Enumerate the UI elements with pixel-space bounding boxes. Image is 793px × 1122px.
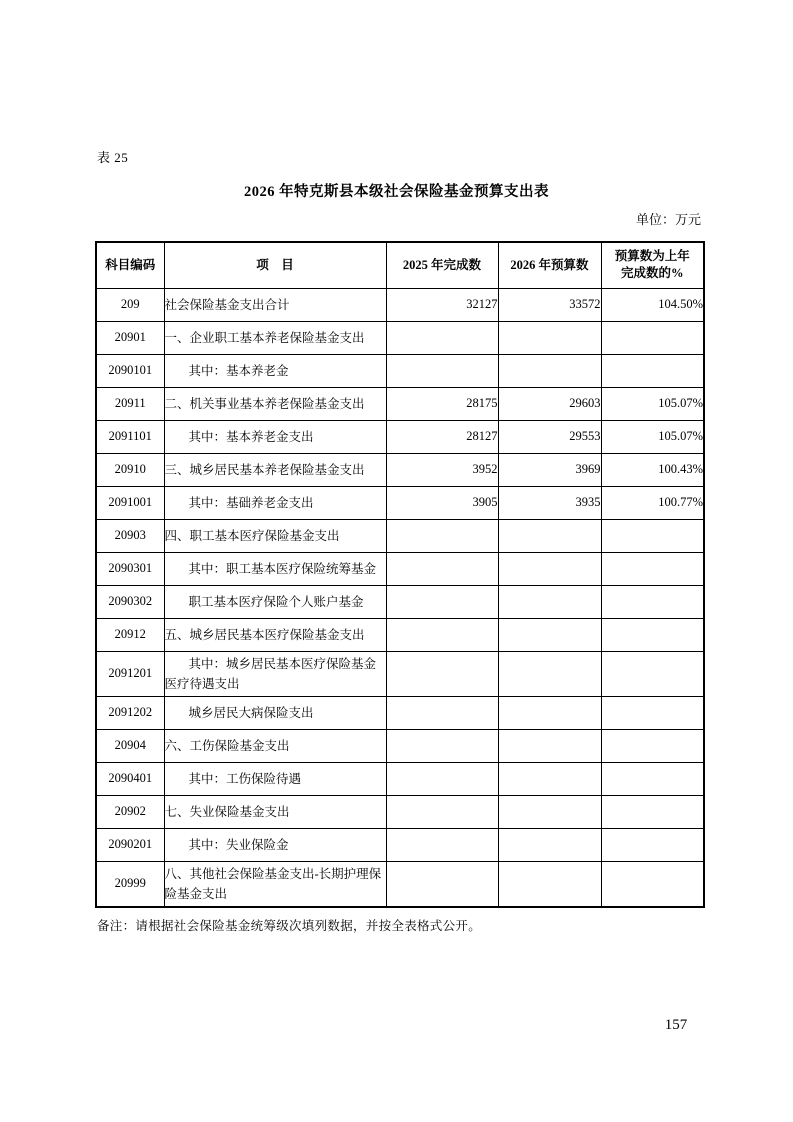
subject-code-cell: 2090302 [96, 585, 164, 618]
percent-cell [601, 354, 704, 387]
value-2026-cell: 29553 [498, 420, 601, 453]
subject-code-cell: 2090201 [96, 828, 164, 861]
percent-cell [601, 795, 704, 828]
subject-code-cell: 20904 [96, 729, 164, 762]
value-2025-cell [386, 762, 498, 795]
header-item: 项 目 [164, 242, 386, 288]
percent-cell [601, 585, 704, 618]
percent-cell: 105.07% [601, 387, 704, 420]
subject-code-cell: 209 [96, 288, 164, 321]
value-2026-cell: 3935 [498, 486, 601, 519]
table-row [96, 552, 704, 585]
budget-table [95, 241, 705, 908]
subject-code-cell: 2090101 [96, 354, 164, 387]
percent-cell [601, 651, 704, 696]
value-2026-cell [498, 321, 601, 354]
value-2026-cell: 33572 [498, 288, 601, 321]
value-2025-cell [386, 519, 498, 552]
table-row [96, 651, 704, 696]
value-2026-cell [498, 828, 601, 861]
percent-cell [601, 861, 704, 907]
item-cell: 其中：城乡居民基本医疗保险基金医疗待遇支出 [164, 651, 386, 696]
subject-code-cell: 2091001 [96, 486, 164, 519]
item-cell: 其中：基础养老金支出 [164, 486, 386, 519]
percent-cell: 100.43% [601, 453, 704, 486]
item-cell: 四、职工基本医疗保险基金支出 [164, 519, 386, 552]
table-row [96, 288, 704, 321]
value-2025-cell [386, 585, 498, 618]
item-cell: 其中：职工基本医疗保险统筹基金 [164, 552, 386, 585]
table-row [96, 828, 704, 861]
value-2025-cell [386, 552, 498, 585]
subject-code-cell: 20903 [96, 519, 164, 552]
subject-code-cell: 2091101 [96, 420, 164, 453]
item-cell: 其中：基本养老金 [164, 354, 386, 387]
item-cell: 三、城乡居民基本养老保险基金支出 [164, 453, 386, 486]
value-2026-cell: 3969 [498, 453, 601, 486]
item-cell: 二、机关事业基本养老保险基金支出 [164, 387, 386, 420]
value-2026-cell [498, 696, 601, 729]
page-number: 157 [664, 1017, 688, 1033]
percent-cell: 100.77% [601, 486, 704, 519]
value-2025-cell [386, 321, 498, 354]
value-2026-cell [498, 552, 601, 585]
value-2025-cell: 28175 [386, 387, 498, 420]
value-2025-cell [386, 795, 498, 828]
item-cell: 其中：基本养老金支出 [164, 420, 386, 453]
value-2026-cell [498, 762, 601, 795]
item-cell: 社会保险基金支出合计 [164, 288, 386, 321]
value-2026-cell [498, 861, 601, 907]
table-row [96, 795, 704, 828]
percent-cell [601, 762, 704, 795]
item-cell: 城乡居民大病保险支出 [164, 696, 386, 729]
value-2025-cell [386, 861, 498, 907]
value-2026-cell: 29603 [498, 387, 601, 420]
value-2025-cell: 3952 [386, 453, 498, 486]
table-body [96, 288, 704, 907]
header-subject-code: 科目编码 [96, 242, 164, 288]
value-2026-cell [498, 618, 601, 651]
value-2025-cell: 3905 [386, 486, 498, 519]
value-2026-cell [498, 519, 601, 552]
header-percent-of-prior-year: 预算数为上年完成数的% [601, 242, 704, 288]
percent-cell [601, 696, 704, 729]
unit-label: 单位：万元 [635, 212, 701, 227]
item-cell: 七、失业保险基金支出 [164, 795, 386, 828]
table-row [96, 762, 704, 795]
subject-code-cell: 20999 [96, 861, 164, 907]
table-section [95, 209, 703, 934]
table-row [96, 354, 704, 387]
value-2026-cell [498, 729, 601, 762]
table-row [96, 321, 704, 354]
value-2026-cell [498, 585, 601, 618]
subject-code-cell: 20910 [96, 453, 164, 486]
percent-cell [601, 552, 704, 585]
subject-code-cell: 2090301 [96, 552, 164, 585]
subject-code-cell: 20902 [96, 795, 164, 828]
table-header-row [96, 242, 704, 288]
header-2025-actual: 2025 年完成数 [386, 242, 498, 288]
item-cell: 其中：工伤保险待遇 [164, 762, 386, 795]
table-row [96, 387, 704, 420]
percent-cell: 104.50% [601, 288, 704, 321]
item-cell: 六、工伤保险基金支出 [164, 729, 386, 762]
value-2026-cell [498, 795, 601, 828]
item-cell: 五、城乡居民基本医疗保险基金支出 [164, 618, 386, 651]
value-2025-cell [386, 354, 498, 387]
value-2025-cell [386, 696, 498, 729]
percent-cell [601, 729, 704, 762]
value-2025-cell [386, 729, 498, 762]
subject-code-cell: 2091201 [96, 651, 164, 696]
value-2026-cell [498, 651, 601, 696]
value-2025-cell [386, 828, 498, 861]
table-row [96, 519, 704, 552]
page-title: 2026 年特克斯县本级社会保险基金预算支出表 [243, 184, 550, 200]
table-row [96, 420, 704, 453]
table-row [96, 486, 704, 519]
subject-code-cell: 2091202 [96, 696, 164, 729]
percent-cell [601, 618, 704, 651]
value-2026-cell [498, 354, 601, 387]
subject-code-cell: 2090401 [96, 762, 164, 795]
note-text: 备注：请根据社会保险基金统筹级次填列数据，并按全表格式公开。 [97, 918, 482, 933]
item-cell: 职工基本医疗保险个人账户基金 [164, 585, 386, 618]
header-2026-budget: 2026 年预算数 [498, 242, 601, 288]
item-cell: 其中：失业保险金 [164, 828, 386, 861]
table-number-label: 表 25 [97, 150, 129, 165]
item-cell: 一、企业职工基本养老保险基金支出 [164, 321, 386, 354]
table-row [96, 861, 704, 907]
value-2025-cell [386, 618, 498, 651]
table-row [96, 453, 704, 486]
subject-code-cell: 20911 [96, 387, 164, 420]
percent-cell [601, 321, 704, 354]
table-row [96, 696, 704, 729]
table-row [96, 585, 704, 618]
percent-cell [601, 519, 704, 552]
value-2025-cell: 32127 [386, 288, 498, 321]
value-2025-cell [386, 651, 498, 696]
value-2025-cell: 28127 [386, 420, 498, 453]
table-row [96, 729, 704, 762]
table-row [96, 618, 704, 651]
subject-code-cell: 20912 [96, 618, 164, 651]
percent-cell: 105.07% [601, 420, 704, 453]
item-cell: 八、其他社会保险基金支出-长期护理保险基金支出 [164, 861, 386, 907]
percent-cell [601, 828, 704, 861]
subject-code-cell: 20901 [96, 321, 164, 354]
